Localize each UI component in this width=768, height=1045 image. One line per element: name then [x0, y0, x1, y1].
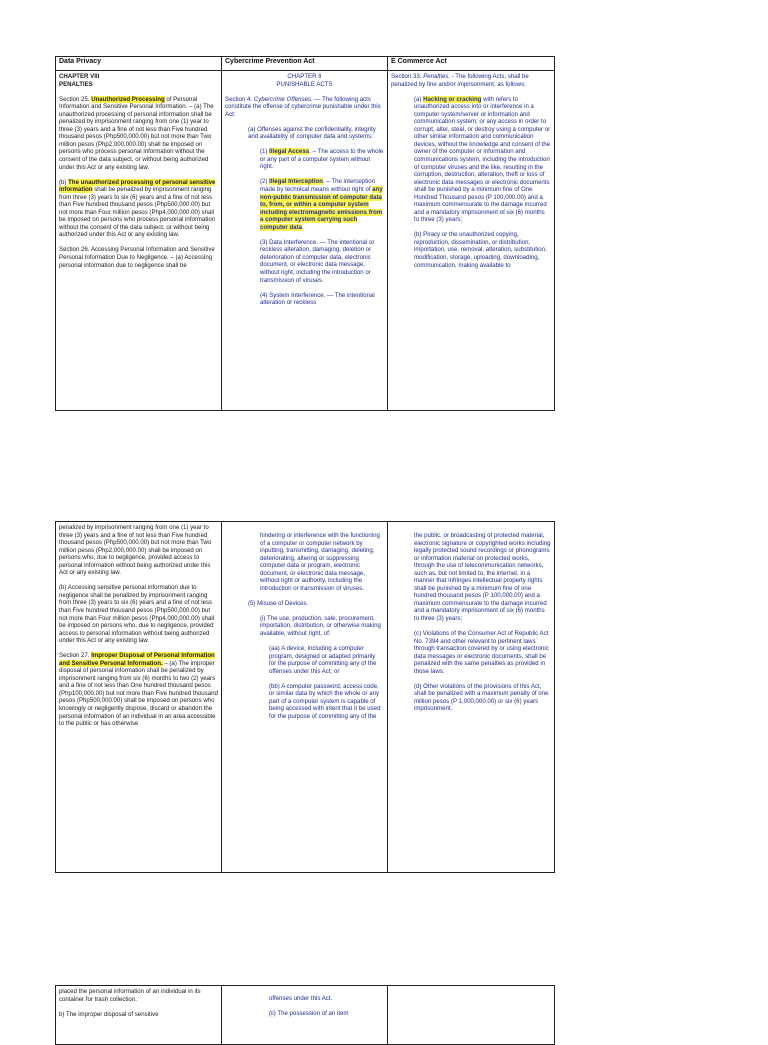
paragraph: (aa) A device, including a computer program, designed or adapted primarily for the purpose of committing any of the offenses under this Act; or [269, 645, 377, 675]
header-ecommerce: E Commerce Act [388, 57, 555, 71]
page1-col-cybercrime [222, 71, 388, 411]
paragraph: (bb) A computer password, access code, or similar data by which the whole or any part of a computer system is capable of being accessed with intent that it be used for the purpose of committing any of the [269, 682, 381, 720]
paragraph: penalized by imprisonment ranging from one (1) year to three (3) years and a fine of not less than Five hundred thousand pesos (Php500,000.00) but not more than Two million pesos (Php2,000,000.00) shall be imposed on persons who, due to negligence, provided access to personal information without being authorized under this Act or any existing law. [59, 524, 212, 577]
paragraph: (i) The use, production, sale, procurement, importation, distribution, or otherwise making available, without right, of: [260, 614, 381, 638]
section-26: Section 26. Accessing Personal Information and Sensitive Personal Information Due to Negligence. – (a) Accessing personal information due to negligence shall be [59, 246, 215, 269]
section-25: Section 25. Unauthorized Processing of Personal Information and Sensitive Personal Information. – (a) The unauthorized processing of personal information shall be penalized by imprisonment ranging from one (1) year to three (3) years and a fine of not less than Five hundred thousand pesos (Php500,000.00) but not more than Two million pesos (Php2,000,000.00) shall be imposed on persons who process personal information without the consent of the data subject, or without being authorized under this Act or any existing law. [59, 95, 214, 171]
header-cybercrime: Cybercrime Prevention Act [222, 57, 388, 71]
paragraph: placed the personal information of an individual in its container for trash collection. [59, 988, 201, 1003]
page-3-table [55, 985, 555, 1045]
misuse-of-devices: (5) Misuse of Devices. [248, 599, 309, 607]
page2-col-data-privacy [56, 522, 222, 873]
data-interference: (3) Data Interference. — The intentional or reckless alteration, damaging, deletion or deterioration of computer data, electronic document, or electronic data message, without right, including the introduction or transmission of viruses. [260, 238, 375, 284]
page-1-table [55, 56, 555, 411]
illegal-interception: (2) Illegal Interception. – The interception made by technical means without right of any non-public transmission of computer data to, from, or within a computer system including electromagnetic emissions from a computer system carrying such computer data. [260, 178, 383, 231]
illegal-access: (1) Illegal Access. – The access to the whole or any part of a computer system without right. [260, 148, 384, 171]
paragraph: (d) Other violations of the provisions of this Act, shall be penalized with a maximum penalty of one million pesos (P 1,000,000.00) or six (6) years imprisonment. [414, 682, 549, 713]
page1-col-data-privacy [56, 71, 222, 411]
paragraph: offenses under this Act. [269, 995, 333, 1002]
page2-col-cybercrime [222, 522, 388, 873]
chapter-title: PENALTIES [59, 80, 93, 88]
section-25b: (b) The unauthorized processing of personal sensitive information shall be penalized by imprisonment ranging from three (3) years to six (6) years and a fine of not less than Five hundred thousand pesos (Php500,000.00) but not more than Four million pesos (Php4,000,000.00) shall be imposed on persons who process personal information without the consent of the data subject, or without being authorized under this Act or any existing law. [59, 178, 216, 239]
paragraph: (b) Accessing sensitive personal information due to negligence shall be penalized by imprisonment ranging from three (3) years to six (6) years and a fine of not less than Five hundred thousand pesos (Php500,000.00) but not more than Four million pesos (Php4,000,000.00) shall be imposed on persons who, due to negligence, provided access to personal information without being authorized under this Act or any existing law. [59, 584, 215, 645]
chapter-title: PUNISHABLE ACTS [276, 80, 333, 88]
paragraph: hindering or interference with the functioning of a computer or computer network by inputting, transmitting, damaging, deleting, deteriorating, altering or suppressing computer data or program, electronic document, or electronic data message, without right or authority, including the introduction or transmission of viruses. [260, 532, 380, 592]
page1-col-ecommerce [388, 71, 555, 411]
paragraph: (ii) The possession of an item [269, 1010, 349, 1018]
hacking-paragraph: (a) Hacking or cracking with refers to unauthorized access into or interference in a computer system/server or information and communication system; or any access in order to corrupt, alter, steal, or destroy using a computer or other similar information and communication devices, without the knowledge and consent of the owner of the computer or information and communications system, including the introduction of computer viruses and the like, resulting in the corruption, destruction, alteration, theft or loss of electronic data messages or electronic documents shall be punished by a minimum fine of One Hundred Thousand pesos (P 100,000.00) and a maximum commensurate to the damage incurred and a mandatory imprisonment of six (6) months to three (3) years; [414, 95, 551, 224]
piracy-paragraph: (b) Piracy or the unauthorized copying, reproduction, dissemination, or distribution, importation, use, removal, alteration, substitution, modification, storage, uploading, downloading, communication, making available to [414, 231, 547, 269]
chapter-heading: CHAPTER VIII [59, 73, 100, 80]
paragraph: the public, or broadcasting of protected material, electronic signature or copyrighted works including legally protected sound recordings or phonograms or information material on protected works, through the use of telecommunication networks, such as, but not limited to, the internet, in a manner that infringes intellectual property rights shall be punished by a minimum fine of one hundred thousand pesos (P 100,000.00) and a maximum commensurate to the damage incurred and a mandatory imprisonment of six (6) months to three (3) years; [414, 532, 551, 623]
paragraph: b) The improper disposal of sensitive [59, 1010, 159, 1018]
page3-col-data-privacy [56, 986, 222, 1045]
section-4: Section 4. Cybercrime Offenses. — The following acts constitute the offense of cybercrime punishable under this Act: [225, 95, 381, 118]
page-2-table [55, 521, 555, 873]
section-27: Section 27. Improper Disposal of Personal Information and Sensitive Personal Information. – (a) The improper disposal of personal information shall be penalized by imprisonment ranging from six (6) months to two (2) years and a fine of not less than One hundred thousand pesos (Php100,000.00) but not more than Five hundred thousand pesos (Php500,000.00) shall be imposed on persons who knowingly or negligently dispose, discard or abandon the personal information of an individual in an area accessible to the public or has otherwise [59, 652, 218, 728]
page2-col-ecommerce [388, 522, 555, 873]
page3-col-ecommerce [388, 986, 555, 1045]
offense-a: (a) Offenses against the confidentiality, integrity and availability of computer data and systems: [248, 125, 376, 141]
page3-col-cybercrime [222, 986, 388, 1045]
section-33: Section 33. Penalties. - The following Acts, shall be penalized by fine and/or imprisonment, as follows: [391, 73, 529, 88]
system-interference: (4) System Interference. — The intentional alteration or reckless [260, 291, 375, 307]
header-data-privacy: Data Privacy [56, 57, 222, 71]
paragraph: (c) Violations of the Consumer Act of Republic Act No. 7394 and other relevant to pertinent laws through transaction covered by or using electronic data messages or electronic documents, shall be penalized with the same penalties as provided in those laws; [414, 630, 549, 675]
chapter-heading: CHAPTER II [287, 73, 322, 80]
